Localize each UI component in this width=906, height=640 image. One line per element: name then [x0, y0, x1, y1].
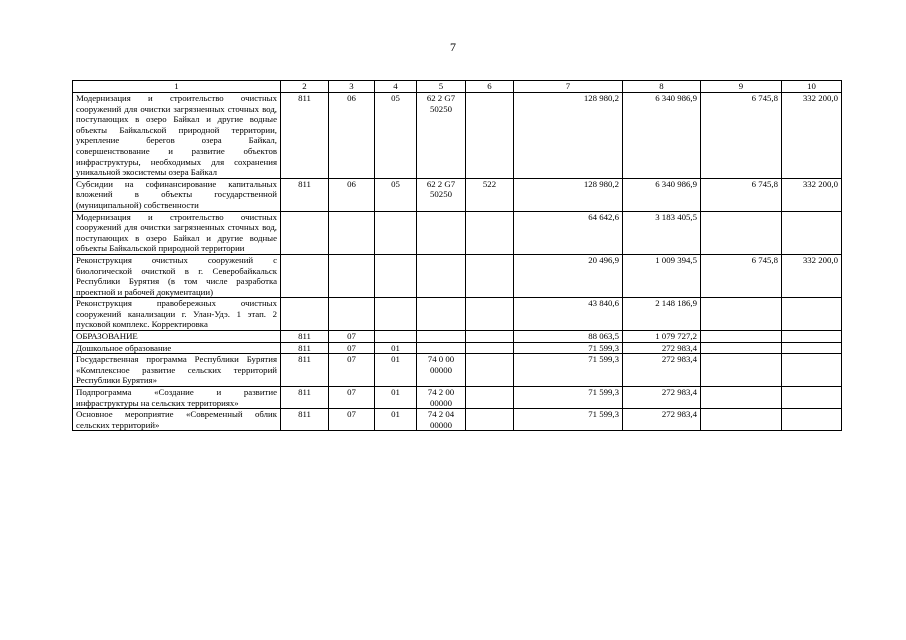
- cell-code-expense-type: [466, 211, 514, 254]
- table-row: [73, 354, 842, 387]
- cell-amount-col-9: 6 745,8: [701, 254, 782, 297]
- cell-code-section: 06: [329, 178, 375, 211]
- cell-amount-col-9: [701, 298, 782, 331]
- cell-code-section: 07: [329, 331, 375, 343]
- cell-amount-col-10: [782, 387, 842, 409]
- table-row: [73, 178, 842, 211]
- table-row: [73, 387, 842, 409]
- cell-code-target: [417, 331, 466, 343]
- cell-code-expense-type: 522: [466, 178, 514, 211]
- cell-item-name: Модернизация и строительство очистных сооружений для очистки загрязненных сточных вод, поступающих в озеро Байкал и другие водные объекты Байкальской природной территории, укрепление берегов озера Байкал, совершенствование и развитие объектов инфраструктуры, необходимых для сохранения уникальной экосистемы озера Байкал: [73, 93, 281, 179]
- cell-amount-col-9: 6 745,8: [701, 178, 782, 211]
- cell-code-section: [329, 254, 375, 297]
- table-row: [73, 409, 842, 431]
- cell-amount-col-7: 88 063,5: [514, 331, 623, 343]
- cell-code-subsection: [375, 254, 417, 297]
- cell-amount-col-10: [782, 354, 842, 387]
- cell-item-name: Основное мероприятие «Современный облик сельских территорий»: [73, 409, 281, 431]
- cell-code-expense-type: [466, 354, 514, 387]
- cell-code-expense-type: [466, 342, 514, 354]
- cell-amount-col-10: 332 200,0: [782, 93, 842, 179]
- cell-code-target: 74 2 04 00000: [417, 409, 466, 431]
- cell-amount-col-9: [701, 331, 782, 343]
- cell-amount-col-10: [782, 342, 842, 354]
- cell-code-section: 07: [329, 342, 375, 354]
- cell-amount-col-10: 332 200,0: [782, 178, 842, 211]
- cell-amount-col-7: 128 980,2: [514, 93, 623, 179]
- header-cell-4: 4: [375, 81, 417, 93]
- cell-amount-col-8: 272 983,4: [623, 409, 701, 431]
- cell-item-name: Дошкольное образование: [73, 342, 281, 354]
- cell-item-name: Модернизация и строительство очистных сооружений для очистки загрязненных сточных вод, поступающих в озеро Байкал и другие водные объекты Байкальской природной территории: [73, 211, 281, 254]
- header-cell-6: 6: [466, 81, 514, 93]
- table-row: [73, 93, 842, 179]
- cell-code-target: [417, 298, 466, 331]
- header-cell-2: 2: [281, 81, 329, 93]
- cell-code-subsection: [375, 298, 417, 331]
- cell-amount-col-10: 332 200,0: [782, 254, 842, 297]
- cell-amount-col-9: [701, 211, 782, 254]
- cell-code-expense-type: [466, 409, 514, 431]
- cell-code-ministry: 811: [281, 93, 329, 179]
- header-cell-7: 7: [514, 81, 623, 93]
- cell-amount-col-9: 6 745,8: [701, 93, 782, 179]
- cell-amount-col-10: [782, 331, 842, 343]
- cell-code-subsection: 05: [375, 93, 417, 179]
- cell-amount-col-7: 71 599,3: [514, 409, 623, 431]
- header-cell-1: 1: [73, 81, 281, 93]
- cell-amount-col-7: 71 599,3: [514, 354, 623, 387]
- cell-code-ministry: 811: [281, 409, 329, 431]
- cell-amount-col-9: [701, 342, 782, 354]
- cell-code-ministry: 811: [281, 178, 329, 211]
- page-number: 7: [450, 40, 456, 54]
- cell-code-ministry: [281, 298, 329, 331]
- table-body: [73, 81, 842, 431]
- cell-code-ministry: [281, 211, 329, 254]
- table-header-row: [73, 81, 842, 93]
- cell-code-ministry: [281, 254, 329, 297]
- cell-amount-col-8: 6 340 986,9: [623, 93, 701, 179]
- cell-amount-col-8: 6 340 986,9: [623, 178, 701, 211]
- cell-amount-col-7: 71 599,3: [514, 342, 623, 354]
- cell-code-ministry: 811: [281, 342, 329, 354]
- cell-amount-col-8: 272 983,4: [623, 387, 701, 409]
- header-cell-5: 5: [417, 81, 466, 93]
- cell-amount-col-9: [701, 354, 782, 387]
- header-cell-10: 10: [782, 81, 842, 93]
- table-row: [73, 298, 842, 331]
- cell-code-section: [329, 211, 375, 254]
- header-cell-3: 3: [329, 81, 375, 93]
- budget-table: [72, 80, 842, 431]
- cell-code-target: [417, 254, 466, 297]
- cell-amount-col-8: 1 009 394,5: [623, 254, 701, 297]
- cell-amount-col-7: 43 840,6: [514, 298, 623, 331]
- cell-amount-col-8: 272 983,4: [623, 354, 701, 387]
- cell-amount-col-8: 3 183 405,5: [623, 211, 701, 254]
- cell-amount-col-8: 272 983,4: [623, 342, 701, 354]
- cell-code-ministry: 811: [281, 387, 329, 409]
- cell-code-target: [417, 211, 466, 254]
- header-cell-8: 8: [623, 81, 701, 93]
- cell-code-section: [329, 298, 375, 331]
- header-cell-9: 9: [701, 81, 782, 93]
- cell-code-expense-type: [466, 254, 514, 297]
- cell-item-name: Подпрограмма «Создание и развитие инфраструктуры на сельских территориях»: [73, 387, 281, 409]
- cell-code-subsection: 05: [375, 178, 417, 211]
- cell-code-expense-type: [466, 387, 514, 409]
- cell-code-target: 74 0 00 00000: [417, 354, 466, 387]
- cell-code-section: 07: [329, 409, 375, 431]
- cell-amount-col-7: 71 599,3: [514, 387, 623, 409]
- cell-amount-col-10: [782, 298, 842, 331]
- table-row: [73, 331, 842, 343]
- table-row: [73, 342, 842, 354]
- cell-code-subsection: 01: [375, 409, 417, 431]
- cell-amount-col-10: [782, 409, 842, 431]
- cell-amount-col-7: 128 980,2: [514, 178, 623, 211]
- cell-amount-col-7: 64 642,6: [514, 211, 623, 254]
- table-row: [73, 211, 842, 254]
- cell-code-expense-type: [466, 331, 514, 343]
- cell-amount-col-7: 20 496,9: [514, 254, 623, 297]
- cell-code-expense-type: [466, 93, 514, 179]
- cell-code-subsection: 01: [375, 342, 417, 354]
- cell-code-expense-type: [466, 298, 514, 331]
- cell-code-target: 62 2 G7 50250: [417, 93, 466, 179]
- cell-item-name: Субсидии на софинансирование капитальных вложений в объекты государственной (муниципальной) собственности: [73, 178, 281, 211]
- cell-item-name: Государственная программа Республики Бурятия «Комплексное развитие сельских территорий Республики Бурятия»: [73, 354, 281, 387]
- cell-code-target: 74 2 00 00000: [417, 387, 466, 409]
- cell-item-name: ОБРАЗОВАНИЕ: [73, 331, 281, 343]
- cell-amount-col-8: 2 148 186,9: [623, 298, 701, 331]
- cell-code-subsection: [375, 331, 417, 343]
- cell-code-section: 07: [329, 354, 375, 387]
- cell-item-name: Реконструкция очистных сооружений с биологической очисткой в г. Северобайкальск Республики Бурятия (в том числе разработка проектной и рабочей документации): [73, 254, 281, 297]
- cell-code-subsection: [375, 211, 417, 254]
- cell-amount-col-9: [701, 409, 782, 431]
- cell-code-target: 62 2 G7 50250: [417, 178, 466, 211]
- table-row: [73, 254, 842, 297]
- cell-amount-col-10: [782, 211, 842, 254]
- cell-code-ministry: 811: [281, 354, 329, 387]
- cell-item-name: Реконструкция правобережных очистных сооружений канализации г. Улан-Удэ. 1 этап. 2 пусковой комплекс. Корректировка: [73, 298, 281, 331]
- cell-code-subsection: 01: [375, 387, 417, 409]
- cell-code-subsection: 01: [375, 354, 417, 387]
- cell-code-target: [417, 342, 466, 354]
- cell-code-section: 06: [329, 93, 375, 179]
- cell-code-ministry: 811: [281, 331, 329, 343]
- cell-code-section: 07: [329, 387, 375, 409]
- cell-amount-col-9: [701, 387, 782, 409]
- cell-amount-col-8: 1 079 727,2: [623, 331, 701, 343]
